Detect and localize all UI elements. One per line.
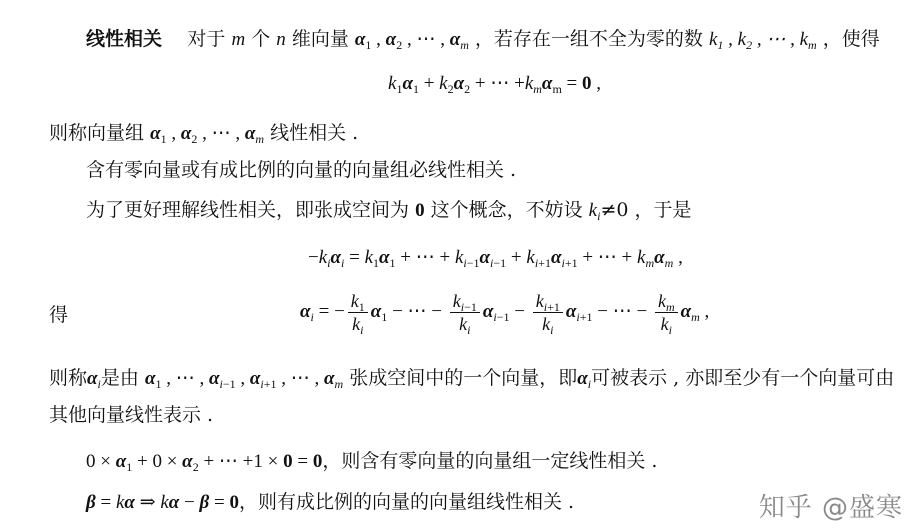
p3-text-c: 张成空间中的一个向量，即	[349, 367, 578, 389]
var-n: n	[276, 29, 286, 50]
scalar-list: $k_1$ , $k_2$ , ⋯ , $k_m$	[708, 29, 817, 52]
definition-conclusion	[49, 122, 359, 146]
de-label: 得	[49, 304, 69, 326]
p2-text-c: ≠0 ，于是	[600, 199, 692, 221]
example-2-text: ，则有成比例的向量的向量组线性相关 .	[238, 491, 575, 513]
p3-text-a: 则称	[49, 367, 88, 389]
paragraph-span-explanation-cont: 其他向量线性表示 .	[49, 404, 214, 426]
example-1-text: ，则含有零向量的向量组一定线性相关 .	[322, 450, 658, 472]
p3-text-b: 是由	[100, 367, 139, 389]
p2-text-a: 为了更好理解线性相关，即张成空间为	[86, 199, 410, 221]
p3-text-d: 可被表示 , 亦即至少有一个向量可由	[591, 367, 895, 389]
example-zero-vector	[86, 450, 658, 474]
equation-zero-combination: $0 \times \alpha_1 + 0 \times \alpha_2$ + ⋯ +1 × 0 = 0	[86, 451, 323, 474]
paragraph-span-explanation: 则称$\alpha_i$是由 $\alpha_1$ , ⋯ , $\alpha_{i-1}$ , $\alpha_{i+1}$ , ⋯ , $\alpha_m$ 张成空间中的一个向量，即$\alpha_i$可被表示 , 亦即至少有一个向量可由	[49, 367, 895, 391]
example-proportional	[86, 493, 574, 512]
definition-text-1: 对于	[187, 28, 226, 50]
equation-alpha-i: $\alpha_i$ = − $\frac{k_1}{k_i}$ $\alpha_1$ − ⋯ − $\frac{k_{i-1}}{k_i}$ $\alpha_{i-1}$ − $\frac{k_{i+1}}{k_i}$ $\alpha_{i+1}$ − ⋯ − $\frac{k_m}{k_i}$ $\alpha_m$ ,	[300, 291, 710, 337]
term-title: 线性相关	[86, 28, 163, 50]
definition-text-3: 维向量	[291, 28, 349, 50]
p2-text-b: 这个概念，不妨设	[430, 199, 583, 221]
equation-minus-ki: $-k_i\alpha_i = k_1\alpha_1$ + ⋯ + $k_{i-1}\alpha_{i-1} + k_{i+1}\alpha_{i+1}$ + ⋯ + $k_m\alpha_m$ ,	[308, 247, 683, 270]
var-m: m	[231, 29, 246, 50]
vector-list-except-i: $\alpha_1$ , ⋯ , $\alpha_{i-1}$ , $\alpha_{i+1}$ , ⋯ , $\alpha_m$	[144, 368, 344, 391]
definition-text-2: 个	[251, 28, 271, 50]
equation-linear-combination: $k_1\alpha_1 + k_2\alpha_2$ + ⋯ $+k_m\alpha_m = 0$ ,	[388, 73, 601, 96]
definition-text-5: ，使得	[822, 28, 880, 50]
paragraph-span-zero	[86, 199, 692, 223]
conclusion-suffix: 线性相关 .	[270, 122, 359, 144]
vector-list: $\alpha_1$ , $\alpha_2$ , ⋯ , $\alpha_m$	[354, 29, 469, 52]
definition-line	[86, 28, 880, 52]
conclusion-prefix: 则称向量组	[49, 122, 145, 144]
zero-vector: 0	[415, 200, 425, 221]
vector-list: $\alpha_1$ , $\alpha_2$ , ⋯ , $\alpha_m$	[150, 123, 265, 146]
definition-text-4: ，若存在一组不全为零的数	[474, 28, 703, 50]
paragraph-zero-vector: 含有零向量或有成比例的向量的向量组必线性相关 .	[86, 159, 517, 181]
var-ki: $k_i$	[588, 200, 601, 223]
equation-proportional: β = kα ⇒ kα − β = 0	[86, 492, 239, 513]
zhihu-watermark: 知乎 @盛寒	[758, 493, 903, 523]
